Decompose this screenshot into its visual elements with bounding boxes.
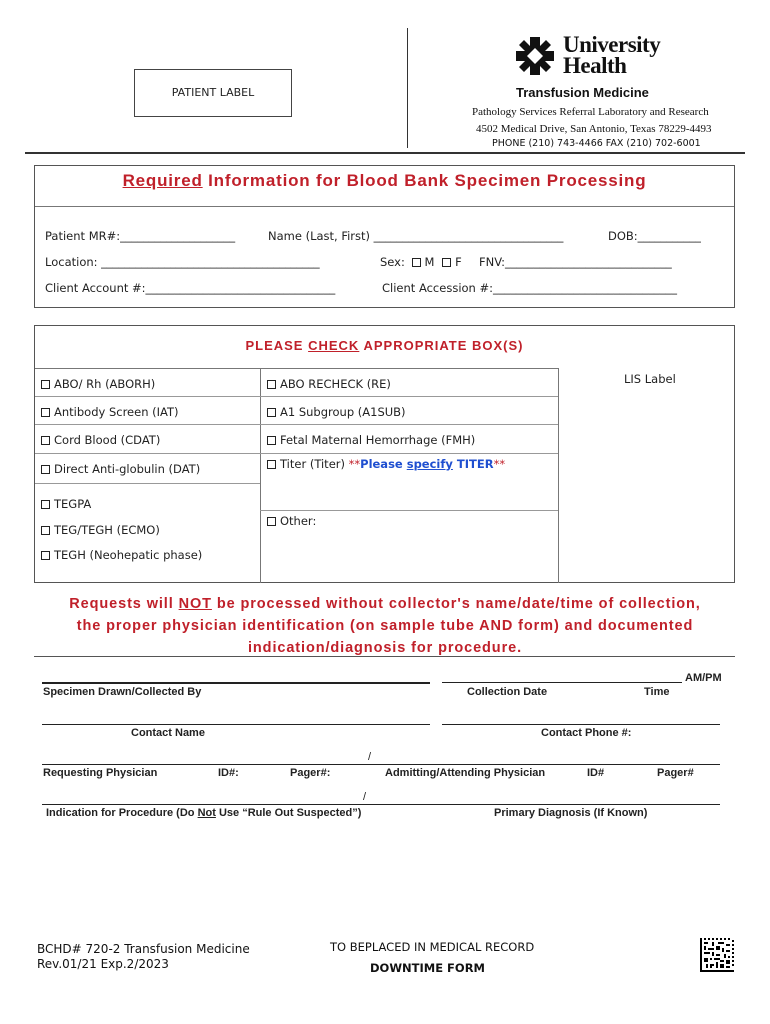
titer-please: Please	[360, 457, 407, 471]
checkbox[interactable]	[41, 465, 50, 474]
contact-phone-line[interactable]	[442, 724, 720, 725]
check-heading-check: CHECK	[308, 338, 360, 353]
requesting-pager-label: Pager#:	[290, 767, 331, 779]
check-item-titer[interactable]	[267, 457, 505, 471]
ampm-label: AM/PM	[685, 672, 722, 684]
warning-post: be processed without collector's name/date/time of collection,	[211, 596, 701, 612]
required-info-section	[34, 165, 735, 308]
downtime-form-label: DOWNTIME FORM	[370, 961, 485, 975]
physician-line[interactable]	[42, 764, 720, 765]
checkbox[interactable]	[267, 517, 276, 526]
patient-label-box	[134, 69, 292, 117]
check-label: TEGH (Neohepatic phase)	[54, 548, 203, 562]
check-heading-post: APPROPRIATE BOX(S)	[359, 338, 524, 353]
check-label: A1 Subgroup (A1SUB)	[280, 405, 406, 419]
admitting-physician-label: Admitting/Attending Physician	[385, 767, 546, 779]
location-field[interactable]: Location: ______________________________________	[45, 255, 320, 269]
client-accession-field[interactable]: Client Accession #:________________________________	[382, 281, 678, 295]
check-item-teg-ecmo[interactable]	[41, 523, 160, 537]
test-selection-section	[34, 325, 735, 583]
dob-field[interactable]: DOB:___________	[608, 229, 701, 243]
datamatrix-barcode-icon	[700, 938, 734, 972]
checkbox[interactable]	[41, 380, 50, 389]
titer-stars-close: **	[493, 457, 506, 471]
section-title	[35, 171, 734, 191]
contact-name-line[interactable]	[42, 724, 430, 725]
time-label: Time	[644, 686, 670, 698]
specimen-collected-label: Specimen Drawn/Collected By	[43, 686, 202, 698]
warning-not: NOT	[178, 596, 212, 612]
indication-not: Not	[197, 807, 216, 819]
patient-name-field[interactable]: Name (Last, First) _________________________________	[268, 229, 564, 243]
titer-label: Titer (Titer)	[280, 457, 349, 471]
indication-label	[46, 807, 361, 819]
titer-stars-open: **	[348, 457, 361, 471]
check-item-tegpa[interactable]	[41, 497, 91, 511]
check-label: TEGPA	[54, 497, 92, 511]
sex-label: Sex:	[380, 255, 405, 269]
check-label: TEG/TEGH (ECMO)	[54, 523, 160, 537]
warning-pre: Requests will	[69, 596, 179, 612]
warning-line-1	[30, 593, 740, 615]
revision-expiry: Rev.01/21 Exp.2/2023	[37, 957, 169, 971]
sex-f-label: F	[455, 255, 462, 269]
indication-post: Use “Rule Out Suspected”)	[215, 807, 362, 819]
warning-line-2: the proper physician identification (on sample tube AND form) and documented	[76, 618, 694, 634]
fnv-field[interactable]: FNV:_____________________________	[479, 255, 672, 269]
primary-diagnosis-label: Primary Diagnosis (If Known)	[494, 807, 648, 819]
contact-phone-label: Contact Phone #:	[541, 727, 632, 739]
sex-m-checkbox[interactable]	[412, 258, 421, 267]
checkbox[interactable]	[41, 500, 50, 509]
title-rest: Information for Blood Bank Specimen Processing	[202, 171, 647, 190]
check-item-other[interactable]	[267, 514, 316, 528]
placed-in-record: TO BEPLACED IN MEDICAL RECORD	[330, 940, 535, 954]
indication-pre: Indication for Procedure (Do	[46, 807, 198, 819]
check-item-cdat[interactable]	[41, 433, 160, 447]
requesting-physician-label: Requesting Physician	[43, 767, 158, 779]
collection-date-label: Collection Date	[467, 686, 548, 698]
patient-label-text: PATIENT LABEL	[171, 86, 255, 99]
contact-name-label: Contact Name	[131, 727, 205, 739]
check-item-aborh[interactable]	[41, 377, 155, 391]
check-item-a1sub[interactable]	[267, 405, 406, 419]
checkbox[interactable]	[267, 436, 276, 445]
sex-m-label: M	[424, 255, 435, 269]
checkbox[interactable]	[267, 460, 276, 469]
sex-f-checkbox[interactable]	[442, 258, 451, 267]
department-name: Transfusion Medicine	[516, 85, 649, 100]
specimen-collected-line[interactable]	[42, 682, 430, 684]
check-label: ABO RECHECK (RE)	[280, 377, 391, 391]
physician-slash: /	[368, 751, 372, 763]
check-label: Cord Blood (CDAT)	[54, 433, 161, 447]
check-label: Direct Anti-globulin (DAT)	[54, 462, 201, 476]
sex-field	[380, 255, 462, 269]
indication-slash: /	[363, 791, 367, 803]
checkbox[interactable]	[41, 408, 50, 417]
check-label: ABO/ Rh (ABORH)	[54, 377, 156, 391]
title-required: Required	[122, 171, 203, 190]
check-item-fmh[interactable]	[267, 433, 475, 447]
requesting-id-label: ID#:	[218, 767, 239, 779]
check-item-tegh[interactable]	[41, 548, 202, 562]
checkbox[interactable]	[267, 408, 276, 417]
phone-fax: PHONE (210) 743-4466 FAX (210) 702-6001	[492, 138, 701, 149]
address: 4502 Medical Drive, San Antonio, Texas 78229-4493	[476, 123, 712, 135]
check-item-iat[interactable]	[41, 405, 179, 419]
lis-label: LIS Label	[624, 372, 676, 386]
checkbox[interactable]	[41, 526, 50, 535]
check-label: Fetal Maternal Hemorrhage (FMH)	[280, 433, 476, 447]
lab-name: Pathology Services Referral Laboratory and Research	[472, 106, 709, 118]
logo-text-university: University	[563, 32, 661, 57]
check-label: Antibody Screen (IAT)	[54, 405, 179, 419]
client-account-field[interactable]: Client Account #:_________________________________	[45, 281, 336, 295]
admitting-id-label: ID#	[587, 767, 605, 779]
checkbox[interactable]	[41, 436, 50, 445]
check-heading	[35, 338, 734, 353]
collection-date-time-line[interactable]	[442, 682, 682, 683]
warning-text	[30, 593, 740, 659]
logo-text-health: Health	[563, 53, 627, 78]
admitting-pager-label: Pager#	[657, 767, 694, 779]
warning-line-3: indication/diagnosis for procedure.	[248, 640, 522, 656]
patient-mr-field[interactable]: Patient MR#:____________________	[45, 229, 236, 243]
university-health-logo-icon	[516, 37, 554, 75]
check-item-dat[interactable]	[41, 462, 200, 476]
titer-specify: specify	[406, 457, 453, 471]
check-heading-pre: PLEASE	[245, 338, 309, 353]
checkbox[interactable]	[267, 380, 276, 389]
checkbox[interactable]	[41, 551, 50, 560]
check-item-abo-recheck[interactable]	[267, 377, 391, 391]
indication-line[interactable]	[42, 804, 720, 805]
check-label: Other:	[280, 514, 317, 528]
titer-word: TITER	[452, 457, 494, 471]
form-number: BCHD# 720-2 Transfusion Medicine	[37, 942, 250, 956]
